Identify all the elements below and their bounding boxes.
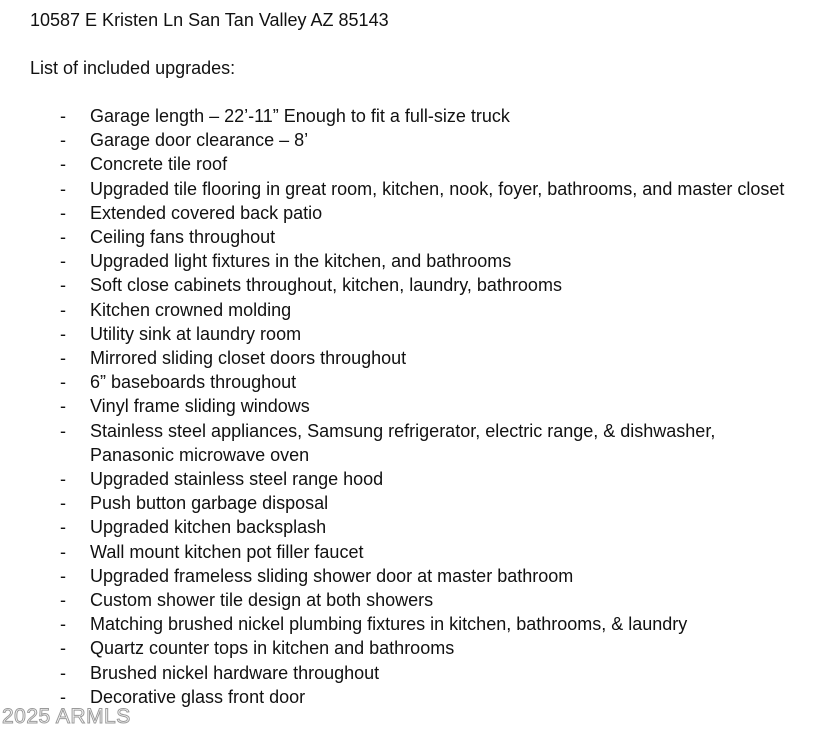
upgrade-text: Soft close cabinets throughout, kitchen, laundry, bathrooms — [90, 275, 562, 296]
upgrade-item — [0, 661, 825, 685]
bullet-dash: - — [60, 662, 66, 683]
bullet-dash: - — [60, 565, 66, 586]
bullet-dash: - — [60, 541, 66, 562]
upgrade-text: Upgraded light fixtures in the kitchen, and bathrooms — [90, 251, 512, 272]
upgrade-item — [0, 636, 825, 660]
upgrade-text: Wall mount kitchen pot filler faucet — [90, 541, 364, 562]
mls-watermark: 2025 ARMLS — [2, 705, 131, 728]
bullet-dash: - — [60, 251, 66, 272]
bullet-dash: - — [60, 227, 66, 248]
bullet-dash: - — [60, 469, 66, 490]
upgrade-text: Extended covered back patio — [90, 202, 323, 223]
bullet-dash: - — [60, 372, 66, 393]
upgrade-text: Stainless steel appliances, Samsung refrigerator, electric range, & dishwasher, Panasonic microwave oven — [90, 420, 716, 465]
bullet-dash: - — [60, 130, 66, 151]
bullet-dash: - — [60, 638, 66, 659]
bullet-dash: - — [60, 106, 66, 126]
upgrade-text: Kitchen crowned molding — [90, 299, 292, 320]
upgrade-item — [0, 394, 825, 418]
bullet-dash: - — [60, 202, 66, 223]
upgrade-item — [0, 225, 825, 249]
upgrade-text: Garage length – 22’-11” Enough to fit a full-size truck — [90, 106, 510, 126]
upgrade-item — [0, 419, 825, 467]
bullet-dash: - — [60, 178, 66, 199]
upgrade-text: Brushed nickel hardware throughout — [90, 662, 380, 683]
upgrade-item — [0, 491, 825, 515]
upgrade-text: Ceiling fans throughout — [90, 227, 276, 248]
upgrade-item — [0, 177, 825, 201]
bullet-dash: - — [60, 493, 66, 514]
upgrade-item — [0, 273, 825, 297]
upgrade-item — [0, 612, 825, 636]
upgrade-item — [0, 322, 825, 346]
upgrade-text: 6” baseboards throughout — [90, 372, 297, 393]
upgrade-item — [0, 346, 825, 370]
bullet-dash: - — [60, 275, 66, 296]
bullet-dash: - — [60, 686, 66, 707]
bullet-dash: - — [60, 396, 66, 417]
upgrade-text: Quartz counter tops in kitchen and bathrooms — [90, 638, 455, 659]
bullet-dash: - — [60, 323, 66, 344]
bullet-dash: - — [60, 299, 66, 320]
upgrade-item — [0, 104, 825, 128]
upgrade-text: Upgraded tile flooring in great room, kitchen, nook, foyer, bathrooms, and master closet — [90, 178, 785, 199]
upgrade-item — [0, 370, 825, 394]
upgrade-item — [0, 152, 825, 176]
upgrade-text: Utility sink at laundry room — [90, 323, 302, 344]
upgrade-item — [0, 540, 825, 564]
upgrades-intro: List of included upgrades: — [30, 58, 236, 78]
upgrade-item — [0, 564, 825, 588]
bullet-dash: - — [60, 614, 66, 635]
upgrade-text: Push button garbage disposal — [90, 493, 329, 514]
upgrade-item — [0, 515, 825, 539]
upgrade-text: Upgraded stainless steel range hood — [90, 469, 384, 490]
upgrade-item — [0, 128, 825, 152]
upgrade-text: Vinyl frame sliding windows — [90, 396, 310, 417]
bullet-dash: - — [60, 420, 66, 441]
upgrade-text: Upgraded frameless sliding shower door at master bathroom — [90, 565, 574, 586]
bullet-dash: - — [60, 348, 66, 369]
upgrade-text: Custom shower tile design at both showers — [90, 590, 434, 611]
bullet-dash: - — [60, 517, 66, 538]
upgrade-text: Decorative glass front door — [90, 686, 306, 707]
property-address: 10587 E Kristen Ln San Tan Valley AZ 85143 — [30, 10, 389, 30]
upgrade-item — [0, 588, 825, 612]
bullet-dash: - — [60, 590, 66, 611]
upgrade-text: Garage door clearance – 8’ — [90, 130, 309, 151]
upgrade-item — [0, 201, 825, 225]
upgrade-text: Matching brushed nickel plumbing fixtures in kitchen, bathrooms, & laundry — [90, 614, 688, 635]
upgrade-text: Concrete tile roof — [90, 154, 228, 175]
upgrade-item — [0, 298, 825, 322]
upgrade-text: Mirrored sliding closet doors throughout — [90, 348, 407, 369]
upgrade-item — [0, 467, 825, 491]
upgrade-item — [0, 249, 825, 273]
upgrade-text: Upgraded kitchen backsplash — [90, 517, 327, 538]
upgrades-list — [0, 104, 825, 709]
bullet-dash: - — [60, 154, 66, 175]
